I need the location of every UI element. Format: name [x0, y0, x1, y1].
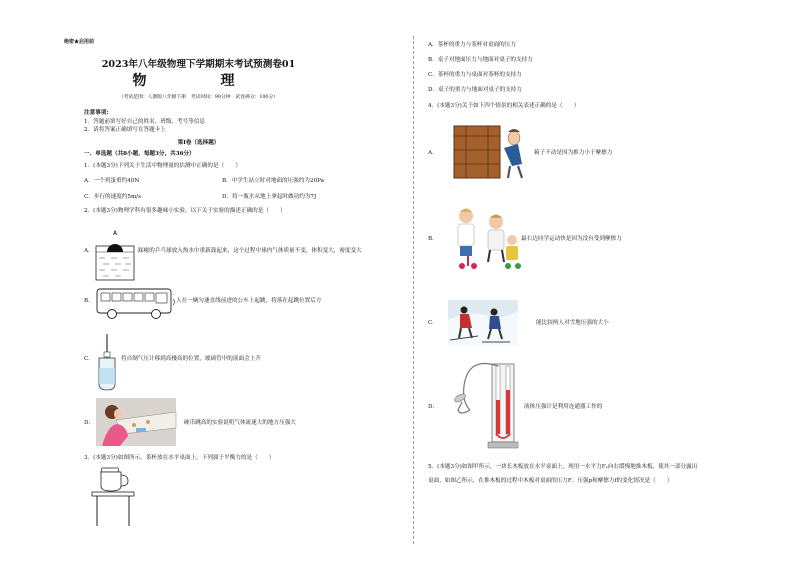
- pushing-box-figure: [452, 120, 532, 182]
- figure-letter-a: A: [112, 230, 118, 237]
- bus-figure: [96, 285, 176, 321]
- q4-option-a: 箱子不动是因为推力小于摩擦力: [534, 150, 613, 156]
- q3-stem: 3．(本题3分)如图所示，茶杯放在水平桌面上，下列属于平衡力的是（ ）: [84, 455, 275, 461]
- q3-option-c: C．茶杯的重力与桌面对茶杯的支持力: [428, 72, 522, 78]
- teacup-table-figure: [92, 466, 138, 534]
- q4-option-d: 液体压强计是利用连通器工作的: [524, 404, 603, 410]
- skiers-snow-figure: [448, 300, 518, 346]
- q4-option-c-label: C．: [428, 320, 438, 326]
- q1-stem: 1．(本题3分)下列关于生活中物理量的估测中正确的是（ ）: [84, 163, 241, 169]
- q2-option-c: 将自制气压计移到高楼高的位置，玻璃管中的液面会上升: [121, 356, 261, 362]
- q2-option-b-label: B．: [84, 298, 94, 304]
- part-heading: 一、单选题（共8小题，每题3分，共36分）: [84, 151, 195, 157]
- q4-option-b: 最右边同学运动快是因为没有受到摩擦力: [521, 236, 622, 242]
- subject-title: 物 理: [132, 73, 265, 89]
- q4-option-a-label: A．: [428, 150, 438, 156]
- notes-title: 注意事项:: [84, 110, 109, 116]
- q2-option-d-label: D．: [84, 420, 95, 426]
- q2-option-d: 硬币跳高的实验说明气体流速大的地方压强大: [184, 420, 296, 426]
- q3-option-d: D．桌子的重力与地面对桌子的支持力: [428, 87, 522, 93]
- q1-option-d: D．将一瓶水从地上拿起时做功约为7J: [222, 194, 317, 200]
- coin-jump-figure: [96, 398, 176, 446]
- pingpong-beaker-figure: [95, 228, 137, 282]
- section-title: 第Ⅰ卷（选择题）: [177, 140, 220, 146]
- barometer-bottle-figure: [96, 334, 126, 392]
- q5-stem-line1: 5．(本题3分)如图甲所示，一块长木板放在水平桌面上，现用一水平力F₁向右缓慢地推木板，使其一部分露出: [428, 464, 698, 470]
- note-item-2: 2．请将答案正确填写在答题卡上: [84, 127, 166, 133]
- pressure-gauge-figure: [446, 360, 522, 450]
- q1-option-a: A．一个鸡蛋重约40N: [84, 178, 140, 184]
- q1-option-b: B．中学生站立时对地面的压强约为20Pa: [222, 178, 324, 184]
- scooter-kids-figure: [450, 204, 524, 270]
- q4-option-c: 能比较两人对雪地压强的大小: [536, 320, 609, 326]
- q1-option-c: C．步行的速度约5m/s: [84, 194, 142, 200]
- q5-stem-line2: 桌面，如图乙所示，在推木板的过程中木板对桌面的压力F、压强p和摩擦力f的变化情况是（ ）: [428, 478, 673, 484]
- q4-stem: 4．(本题3分)关于如下四个情景的相关表述正确的是（ ）: [428, 103, 580, 109]
- q2-option-a-label: A．: [84, 248, 94, 254]
- q2-stem: 2．(本题3分)物理学科有很多趣味小实验，以下关于实验的描述正确的是（ ）: [84, 208, 286, 214]
- q2-option-c-label: C．: [84, 356, 94, 362]
- q4-option-b-label: B．: [428, 236, 438, 242]
- exam-title: 2023年八年级物理下学期期末考试预测卷01: [101, 59, 296, 70]
- q2-option-a: 踩瘪的乒乓球放入热水中重新鼓起来，这个过程中球内气体质量不变，体积变大，密度变大: [138, 248, 362, 254]
- secret-stamp: 绝密★启用前: [64, 39, 95, 45]
- q4-option-d-label: D．: [428, 404, 439, 410]
- note-item-1: 1．答题前填写好自己的姓名、班级、考号等信息: [84, 119, 206, 125]
- exam-info: （考试范围：人教版八年级下册 考试时间：90分钟 试卷满分：100分）: [118, 95, 279, 100]
- column-divider: [413, 36, 414, 544]
- q3-option-b: B．桌子对地面压力与地面对桌子的支持力: [428, 57, 533, 63]
- q3-option-a: A．茶杯的重力与茶杯对桌面的压力: [428, 42, 516, 48]
- q2-option-b: 人在一辆匀速直线前进的公车上起跳，将落在起跳位置后方: [176, 298, 322, 304]
